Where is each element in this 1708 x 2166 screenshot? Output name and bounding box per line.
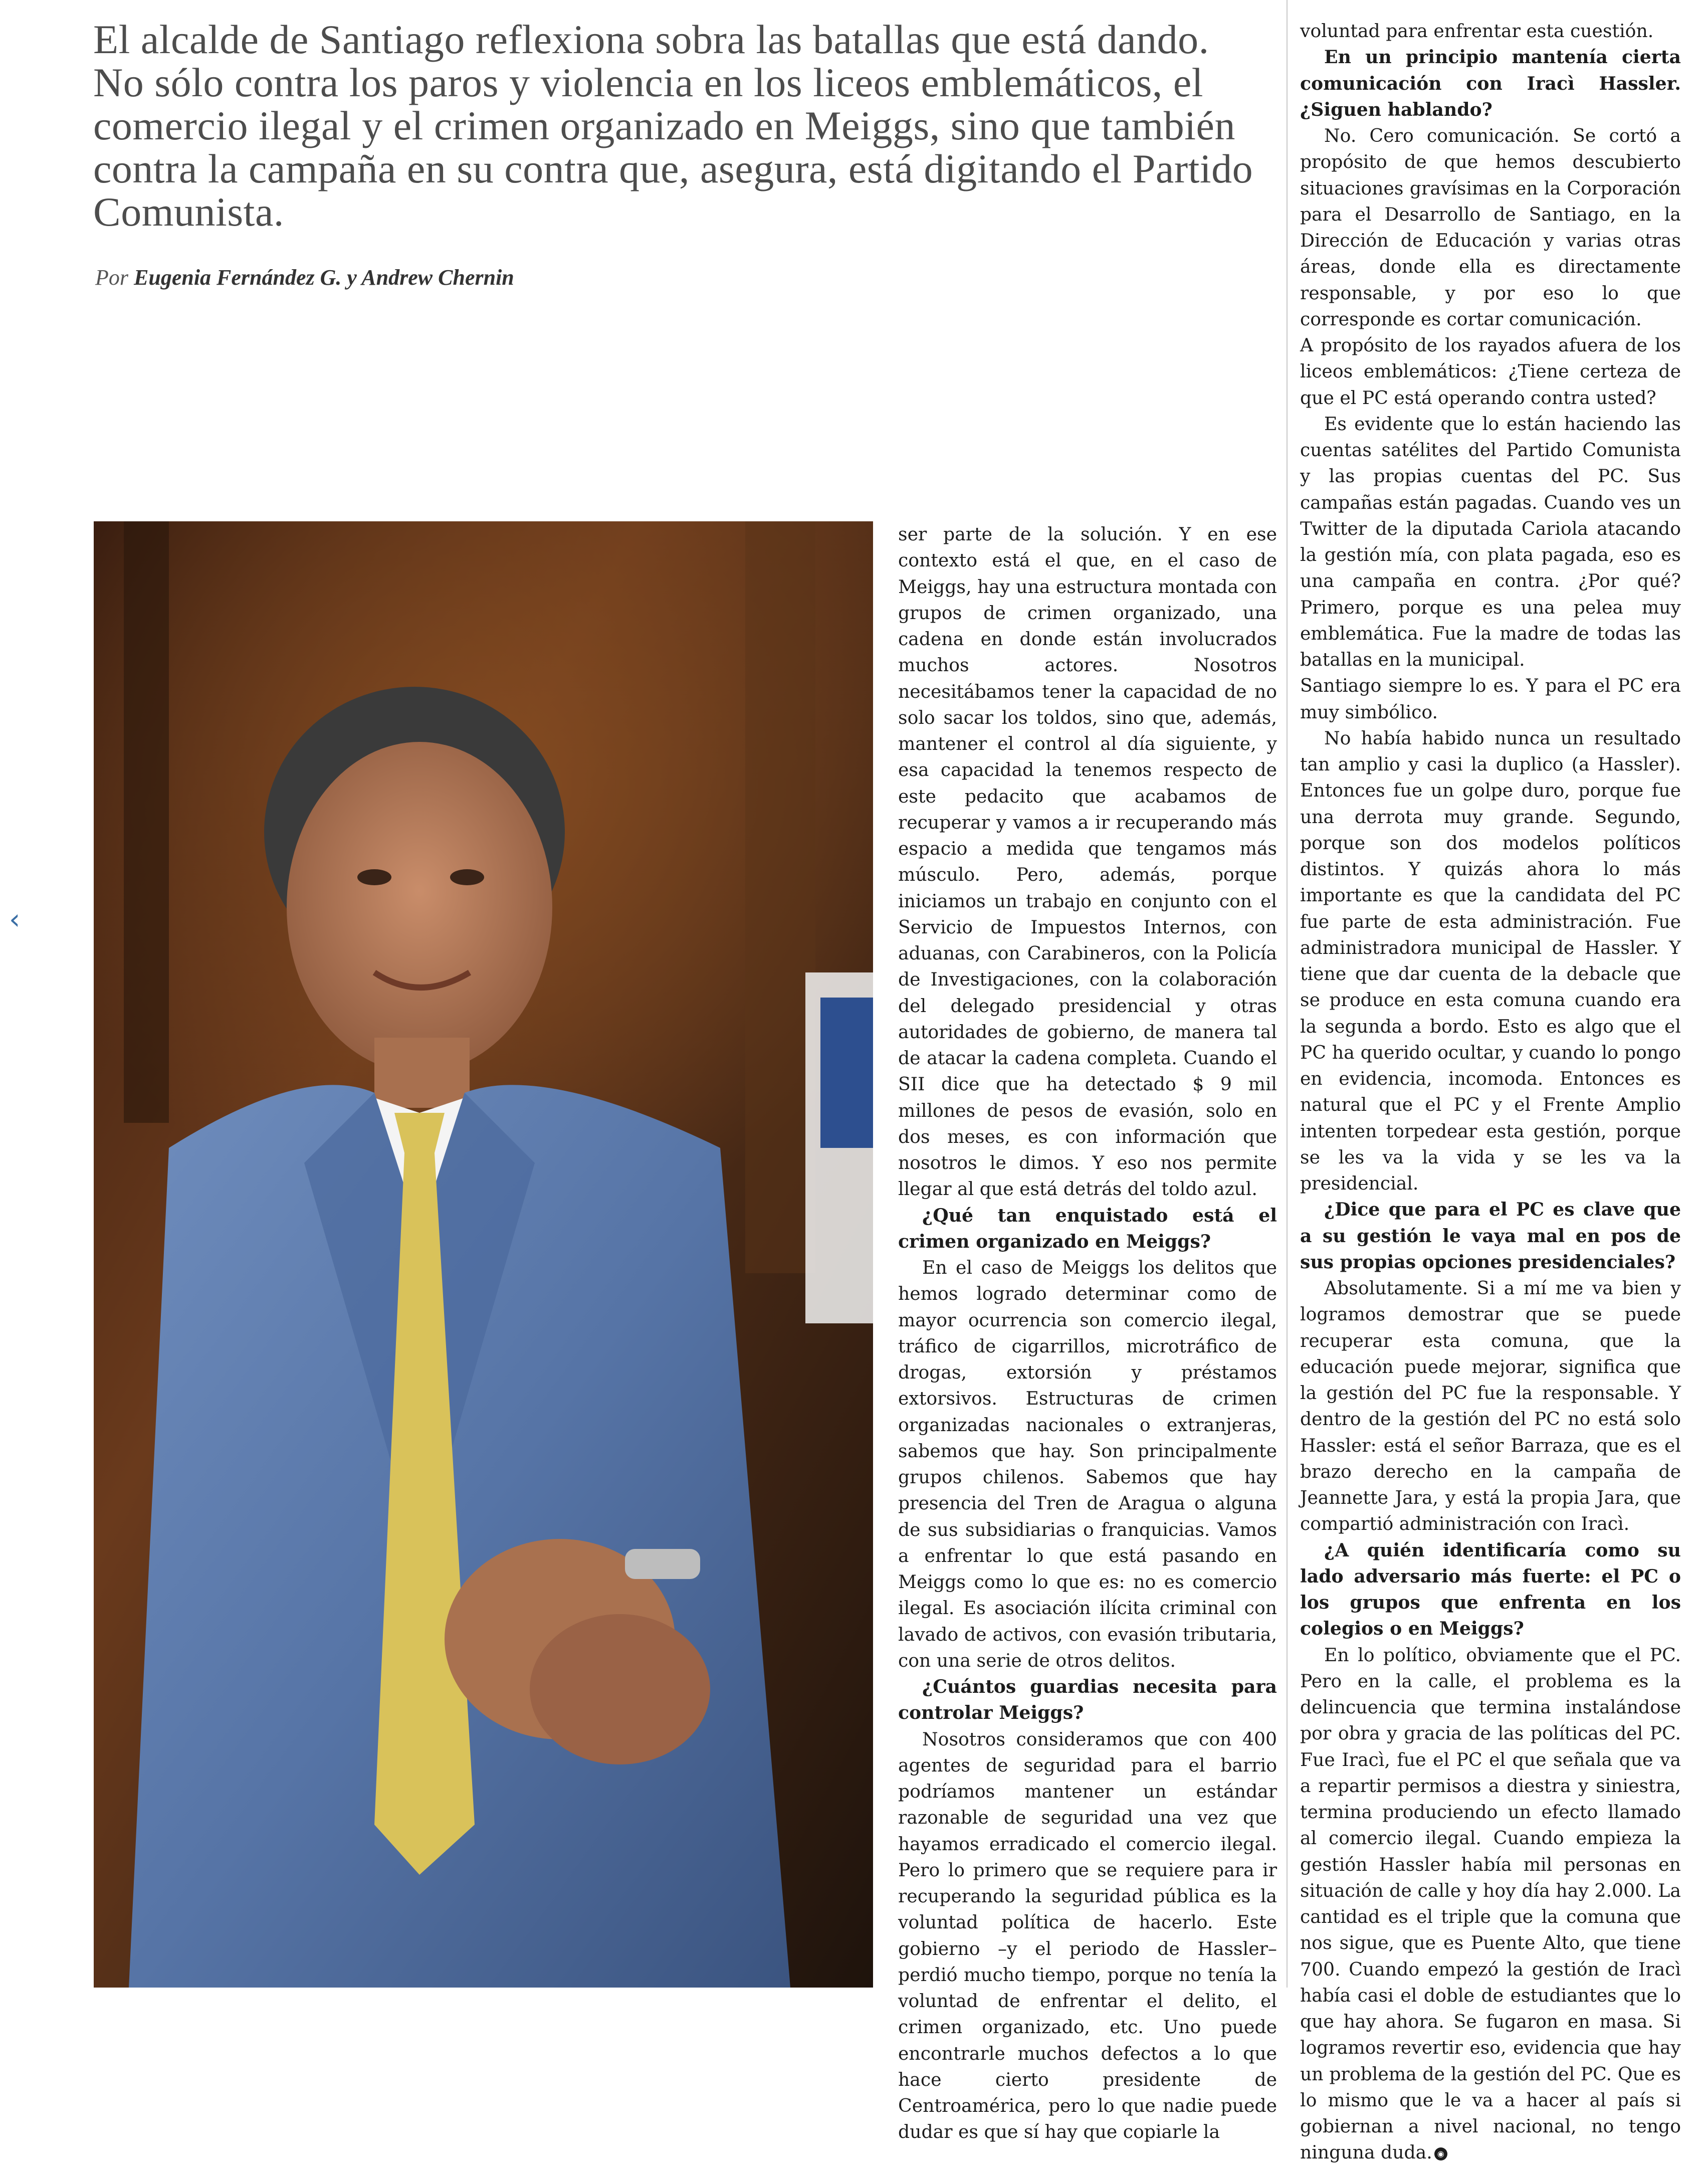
question-heading: Santiago siempre lo es. Y para el PC era muy simbólico. bbox=[1300, 675, 1681, 723]
article-column-2 bbox=[898, 521, 1277, 2145]
answer-paragraph: No. Cero comunicación. Se cortó a propósito de que hemos descubierto situaciones gravísimas en la Corporación para el Desarrollo de Santiago, en la Dirección de Educación y varias otras áreas, donde ella es directamente responsable, y por eso lo que corresponde es cortar comunicación. bbox=[1300, 125, 1681, 330]
answer-paragraph: voluntad para enfrentar esta cuestión. bbox=[1300, 20, 1654, 42]
answer-paragraph: Nosotros consideramos que con 400 agentes de seguridad para el barrio podríamos mantener un estándar razonable de seguridad una vez que hayamos erradicado el comercio ilegal. Pero lo primero que se requiere para ir recuperando la seguridad pública es la voluntad política de hacerlo. Este gobierno –y el periodo de Hassler– perdió mucho tiempo, porque no tenía la voluntad de enfrentar el delito, el crimen organizado, etc. Uno puede encontrarle muchos defectos a lo que hace cierto presidente de Centroamérica, pero lo que nadie puede dudar es que sí hay que copiarle la bbox=[898, 1728, 1277, 2143]
answer-paragraph: Absolutamente. Si a mí me va bien y logramos demostrar que se puede recuperar esta comuna, que la educación puede mejorar, significa que la gestión del PC fue la responsable. Y dentro de la gestión del PC no está solo Hassler: está el señor Barraza, que es el brazo derecho en la campaña de Jeannette Jara, y está la propia Jara, que compartió administración con Iracì. bbox=[1300, 1277, 1681, 1535]
previous-page-icon[interactable]: ‹ bbox=[9, 903, 21, 936]
portrait-illustration bbox=[94, 521, 873, 1988]
article-column-3 bbox=[1300, 18, 1681, 2166]
portrait-photo bbox=[94, 521, 873, 1988]
byline-prefix: Por bbox=[95, 265, 128, 290]
question-heading: A propósito de los rayados afuera de los liceos emblemáticos: ¿Tiene certeza de que el PC está operando contra usted? bbox=[1300, 334, 1681, 409]
answer-paragraph: No había habido nunca un resultado tan amplio y casi la duplico (a Hassler). Entonces fue un golpe duro, porque fue una derrota muy grande. Segundo, porque son dos modelos políticos distintos. Y quizás ahora lo más importante es que la candidata del PC fue parte de esta administración. Fue administradora municipal de Hassler. Y tiene que dar cuenta de la debacle que se produce en esta comuna cuando era la segunda a bordo. Esto es algo que el PC ha querido ocultar, y cuando lo pongo en evidencia, incomoda. Entonces es natural que el PC y el Frente Amplio intenten torpedear esta gestión, porque se les va la vida y se les va la presidencial. bbox=[1300, 727, 1681, 1194]
question-heading: ¿Dice que para el PC es clave que a su gestión le vaya mal en pos de sus propias opciones presidenciales? bbox=[1300, 1199, 1681, 1273]
final-answer-text: En lo político, obviamente que el PC. Pero en la calle, el problema es la delincuencia que termina instalándose por obra y gracia de las políticas del PC. Fue Iracì, fue el PC el que señala que va a repartir permisos a diestra y siniestra, termina produciendo un efecto llamado al comercio ilegal. Cuando empieza la gestión Hassler había mil personas en situación de calle y hoy día hay 2.000. La cantidad es el triple que la comuna que nos sigue, que es Puente Alto, que tiene 700. Cuando empezó la gestión de Iracì había casi el doble de estudiantes que lo que hay ahora. Se fugaron en masa. Si logramos revertir eso, evidencia que hay un problema de la gestión del PC. Que es lo mismo que le va a hacer al país si gobiernan a nivel nacional, no tengo ninguna duda. bbox=[1300, 1644, 1681, 2163]
article-deck: El alcalde de Santiago reflexiona sobra las batallas que está dando. No sólo contra los paros y violencia en los liceos emblemáticos, el comercio ilegal y el crimen organizado en Meiggs, sino que también contra la campaña en su contra que, asegura, está digitando el Partido Comunista. bbox=[93, 17, 1253, 235]
byline-authors: Eugenia Fernández G. y Andrew Chernin bbox=[134, 265, 514, 290]
column-rule bbox=[1287, 0, 1288, 1988]
question-heading: En un principio mantenía cierta comunicación con Iracì Hassler. ¿Siguen hablando? bbox=[1300, 46, 1681, 120]
answer-paragraph: En el caso de Meiggs los delitos que hemos logrado determinar como de mayor ocurrencia son comercio ilegal, tráfico de cigarrillos, microtráfico de drogas, extorsión y préstamos extorsivos. Estructuras de crimen organizadas nacionales o extranjeras, sabemos que hay. Son principalmente grupos chilenos. Sabemos que hay presencia del Tren de Aragua o alguna de sus subsidiarias o franquicias. Vamos a enfrentar lo que está pasando en Meiggs como lo que es: no es comercio ilegal. Es asociación ilícita criminal con lavado de activos, con evasión tributaria, con una serie de otros delitos. bbox=[898, 1257, 1277, 1671]
answer-paragraph: ser parte de la solución. Y en ese contexto está el que, en el caso de Meiggs, hay una estructura montada con grupos de crimen organizado, una cadena en donde están involucrados muchos actores. Nosotros necesitábamos tener la capacidad de no solo sacar los toldos, sino que, además, mantener el control al día siguiente, y esa capacidad la tenemos respecto de este pedacito que acabamos de recuperar y vamos a ir recuperando más espacio a medida que tengamos más músculo. Pero, además, porque iniciamos un trabajo en conjunto con el Servicio de Impuestos Internos, con aduanas, con Carabineros, con la Policía de Investigaciones, con la colaboración del delegado presidencial y otras autoridades de gobierno, de manera tal de atacar la cadena completa. Cuando el SII dice que ha detectado $ 9 mil millones de pesos de evasión, solo en dos meses, es con información que nosotros le dimos. Y eso nos permite llegar al que está detrás del toldo azul. bbox=[898, 523, 1277, 1200]
answer-paragraph bbox=[1300, 1642, 1681, 2166]
question-heading: ¿Cuántos guardias necesita para controlar Meiggs? bbox=[898, 1676, 1277, 1724]
question-heading: ¿Qué tan enquistado está el crimen organizado en Meiggs? bbox=[898, 1204, 1277, 1252]
end-of-article-icon: ◉ bbox=[1434, 2147, 1447, 2160]
question-heading: ¿A quién identificaría como su lado adversario más fuerte: el PC o los grupos que enfrenta en los colegios o en Meiggs? bbox=[1300, 1539, 1681, 1640]
byline bbox=[95, 265, 514, 290]
answer-paragraph: Es evidente que lo están haciendo las cuentas satélites del Partido Comunista y las propias cuentas del PC. Sus campañas están pagadas. Cuando ves un Twitter de la diputada Cariola atacando la gestión mía, con plata pagada, eso es una campaña en contra. ¿Por qué? Primero, porque es una pelea muy emblemática. Fue la madre de todas las batallas en la municipal. bbox=[1300, 413, 1681, 670]
